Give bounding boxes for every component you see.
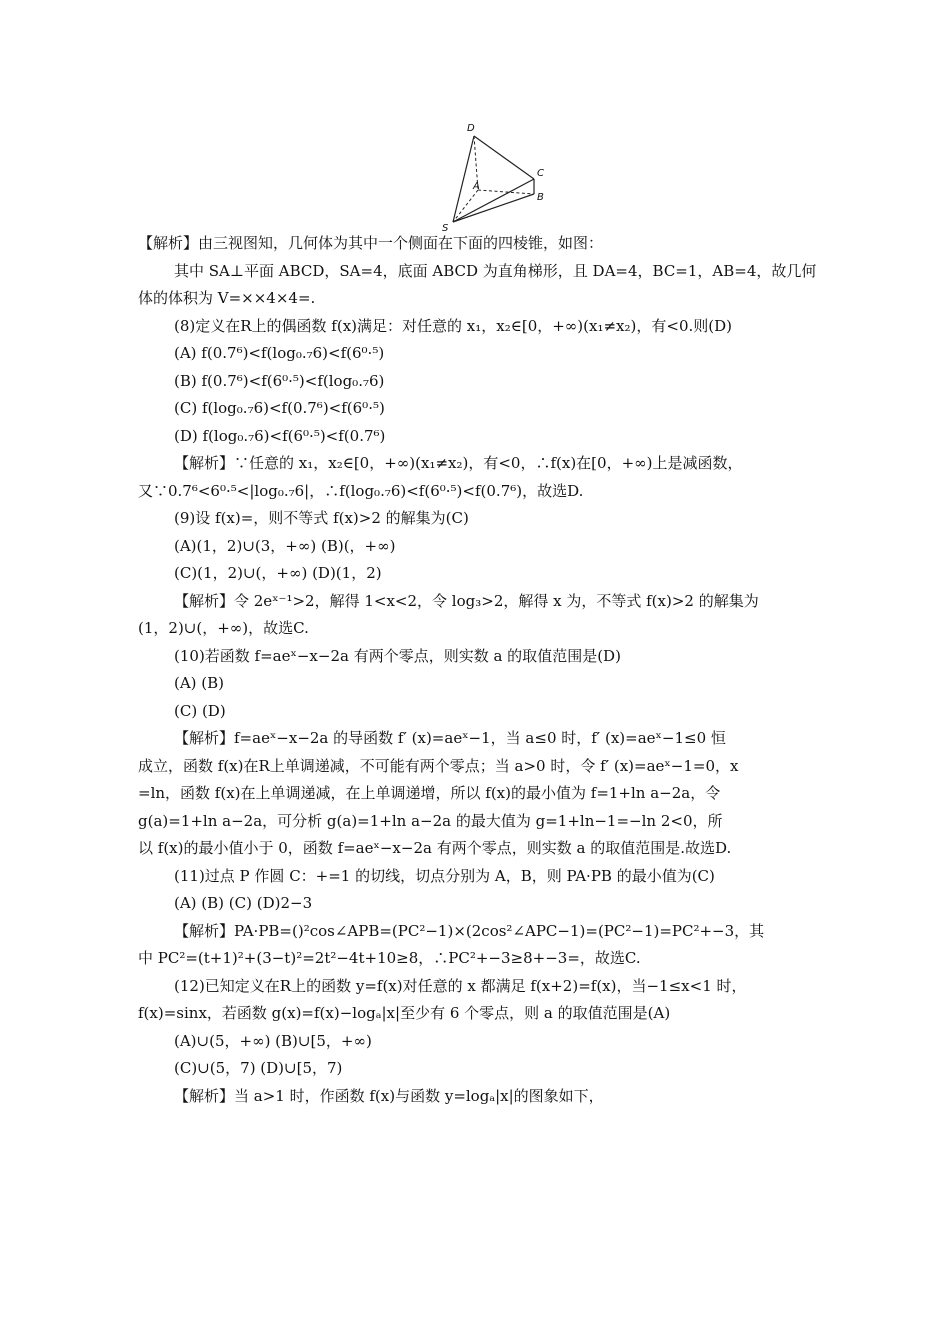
- option-b: (B) f(0.7⁶)<f(6⁰·⁵)<f(log₀.₇6): [174, 371, 385, 390]
- text-line: 其中 SA⊥平面 ABCD，SA=4，底面 ABCD 为直角梯形，且 DA=4，BC=1，AB=4，故几何: [174, 261, 817, 280]
- document-body: [138, 230, 818, 1110]
- text-line: f(x)=sinx，若函数 g(x)=f(x)−logₐ|x|至少有 6 个零点，则 a 的取值范围是(A): [138, 1004, 671, 1022]
- edge-SC: [453, 179, 534, 222]
- solution-12: 【解析】当 a>1 时，作函数 f(x)与函数 y=logₐ|x|的图象如下，: [174, 1086, 604, 1105]
- edge-DC: [474, 136, 534, 179]
- text-line: 以 f(x)的最小值小于 0，函数 f=aeˣ−x−2a 有两个零点，则实数 a 的取值范围是.故选D.: [138, 839, 732, 857]
- options-ab: (A) (B): [174, 674, 225, 692]
- option-c: (C) f(log₀.₇6)<f(0.7⁶)<f(6⁰·⁵): [174, 399, 385, 417]
- options-ab: (A)∪(5，+∞) (B)∪[5，+∞): [174, 1031, 372, 1050]
- text-line: 成立，函数 f(x)在R上单调递减，不可能有两个零点；当 a>0 时，令 f′ (x)=aeˣ−1=0，x: [138, 756, 739, 775]
- solution-8: 【解析】∵任意的 x₁，x₂∈[0，+∞)(x₁≠x₂)，有<0，∴f(x)在[0，+∞)上是减函数，: [174, 454, 743, 472]
- option-d: (D) f(log₀.₇6)<f(6⁰·⁵)<f(0.7⁶): [174, 426, 386, 445]
- text-line: g(a)=1+ln a−2a，可分析 g(a)=1+ln a−2a 的最大值为 g=1+ln−1=−ln 2<0，所: [138, 811, 723, 830]
- text-line: 中 PC²=(t+1)²+(3−t)²=2t²−4t+10≥8，∴PC²+−3≥8+−3=，故选C.: [138, 949, 641, 967]
- question-10: (10)若函数 f=aeˣ−x−2a 有两个零点，则实数 a 的取值范围是(D): [174, 646, 621, 665]
- label-A: A: [473, 181, 480, 192]
- question-8: (8)定义在R上的偶函数 f(x)满足：对任意的 x₁，x₂∈[0，+∞)(x₁≠x₂)，有<0.则(D): [174, 316, 732, 335]
- text-line: 体的体积为 V=××4×4=.: [138, 289, 316, 307]
- pyramid-diagram: [436, 118, 556, 238]
- solution-9: 【解析】令 2eˣ⁻¹>2，解得 1<x<2，令 log₃>2，解得 x 为，不等式 f(x)>2 的解集为: [174, 591, 759, 610]
- question-12: (12)已知定义在R上的函数 y=f(x)对任意的 x 都满足 f(x+2)=f(x)，当−1≤x<1 时，: [174, 976, 747, 995]
- label-C: C: [537, 168, 544, 179]
- question-11: (11)过点 P 作圆 C：+=1 的切线，切点分别为 A，B，则 PA·PB 的最小值为(C): [174, 866, 715, 885]
- label-D: D: [467, 123, 475, 134]
- option-a: (A) f(0.7⁶)<f(log₀.₇6)<f(6⁰·⁵): [174, 344, 385, 362]
- text-line: 又∵0.7⁶<6⁰·⁵<|log₀.₇6|，∴f(log₀.₇6)<f(6⁰·⁵)<f(0.7⁶)，故选D.: [138, 481, 584, 500]
- label-B: B: [537, 192, 544, 203]
- options-cd: (C) (D): [174, 701, 226, 720]
- text-line: 【解析】由三视图知，几何体为其中一个侧面在下面的四棱锥，如图：: [138, 234, 604, 252]
- question-9: (9)设 f(x)=，则不等式 f(x)>2 的解集为(C): [174, 509, 469, 527]
- options-cd: (C)(1，2)∪(，+∞) (D)(1，2): [174, 564, 382, 582]
- label-S: S: [442, 223, 449, 234]
- solution-11: 【解析】PA·PB=()²cos∠APB=(PC²−1)×(2cos²∠APC−1)=(PC²−1)=PC²+−3，其: [174, 921, 765, 940]
- options-abcd: (A) (B) (C) (D)2−3: [174, 894, 313, 912]
- text-line: =ln，函数 f(x)在上单调递减，在上单调递增，所以 f(x)的最小值为 f=1+ln a−2a，令: [138, 784, 721, 802]
- pyramid-figure: [436, 118, 556, 238]
- options-ab: (A)(1，2)∪(3，+∞) (B)(，+∞): [174, 536, 396, 555]
- solution-10: 【解析】f=aeˣ−x−2a 的导函数 f′ (x)=aeˣ−1，当 a≤0 时，f′ (x)=aeˣ−1≤0 恒: [174, 729, 726, 747]
- text-line: (1，2)∪(，+∞)，故选C.: [138, 619, 309, 637]
- options-cd: (C)∪(5，7) (D)∪[5，7): [174, 1059, 343, 1077]
- edge-SB: [453, 194, 534, 222]
